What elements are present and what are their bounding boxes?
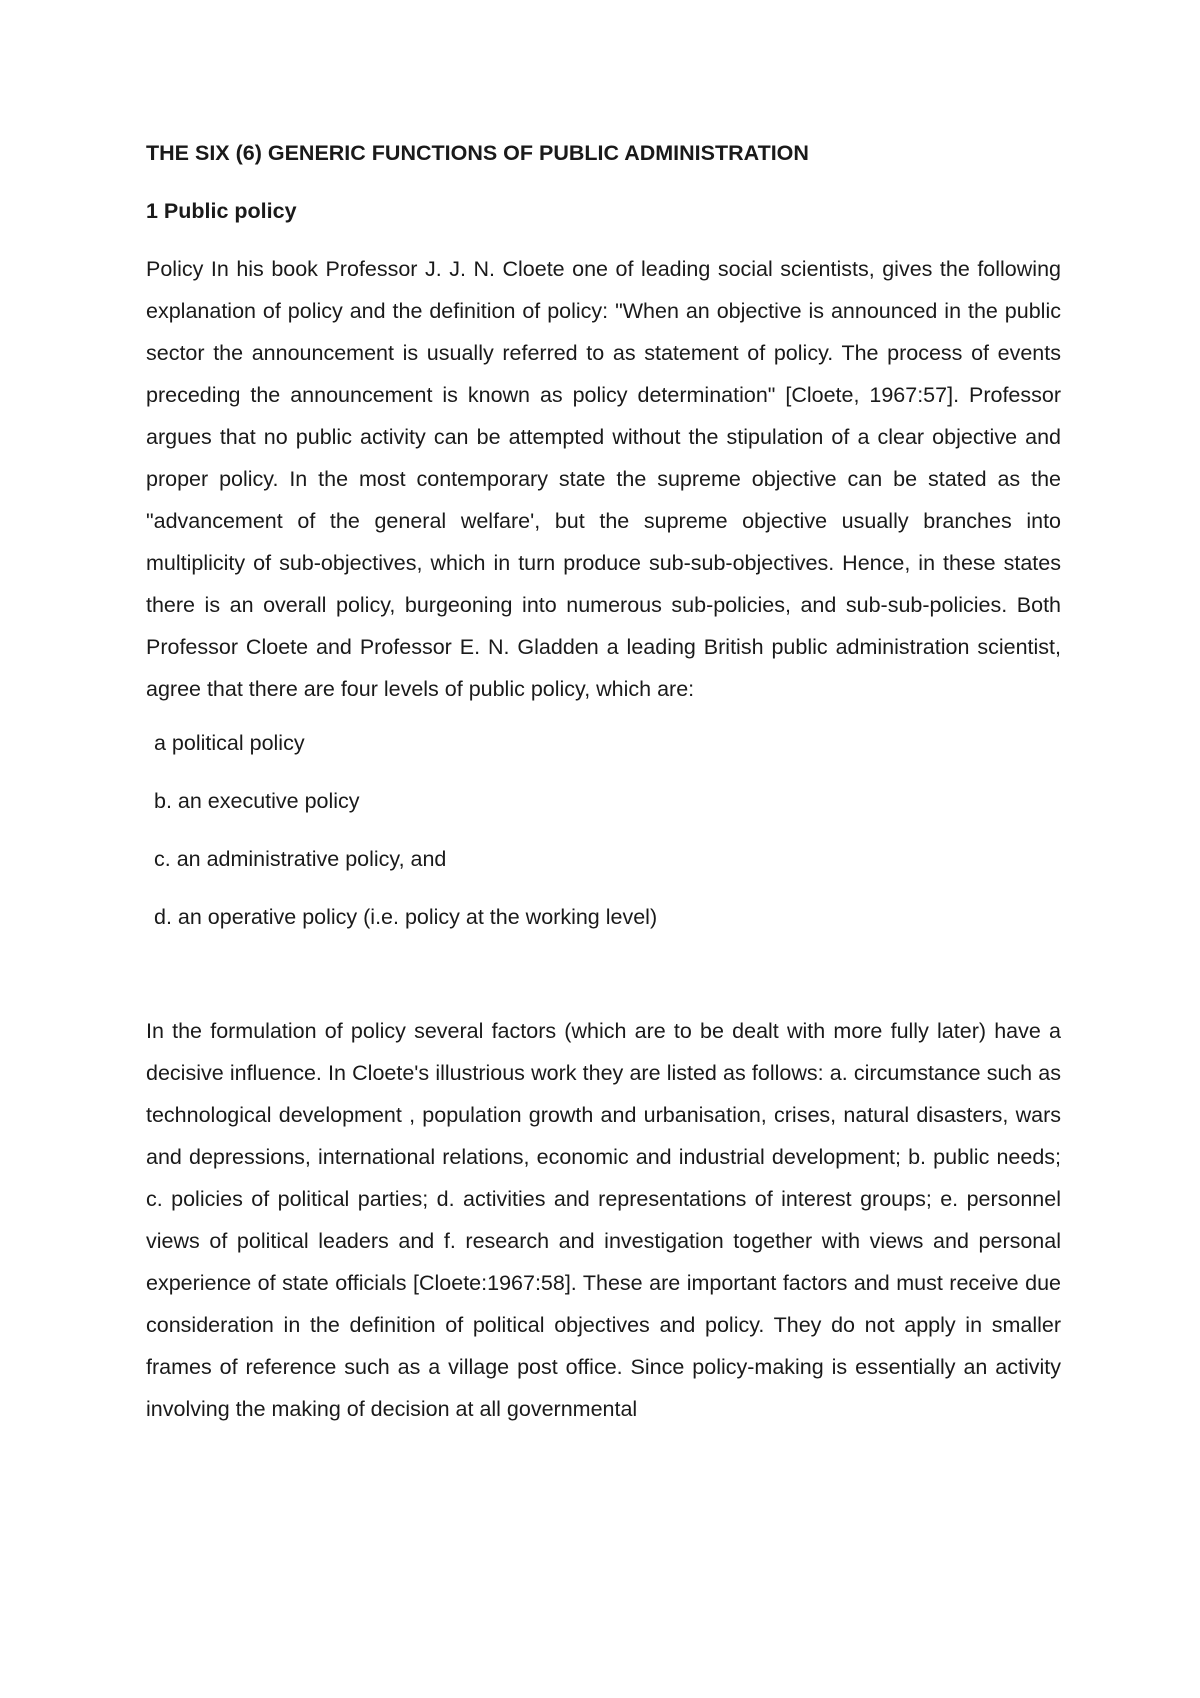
list-item: b. an executive policy bbox=[154, 789, 360, 813]
paragraph-policy-factors: In the formulation of policy several factors (which are to be dealt with more fully later) have a decisive influence. In Cloete's illustrious work they are listed as follows: a. circumstance such as technological development , population growth and urbanisation, crises, natural disasters, wars and depressions, international relations, economic and industrial development; b. public needs; c. policies of political parties; d. activities and representations of interest groups; e. personnel views of political leaders and f. research and investigation together with views and personal experience of state officials [Cloete:1967:58]. These are important factors and must receive due consideration in the definition of political objectives and policy. They do not apply in smaller frames of reference such as a village post office. Since policy-making is essentially an activity involving the making of decision at all governmental bbox=[146, 1019, 1061, 1421]
paragraph-policy-definition: Policy In his book Professor J. J. N. Cloete one of leading social scientists, gives the following explanation of policy and the definition of policy: "When an objective is announced in the public sector the announcement is usually referred to as statement of policy. The process of events preceding the announcement is known as policy determination" [Cloete, 1967:57]. Professor argues that no public activity can be attempted without the stipulation of a clear objective and proper policy. In the most contemporary state the supreme objective can be stated as the "advancement of the general welfare', but the supreme objective usually branches into multiplicity of sub-objectives, which in turn produce sub-sub-objectives. Hence, in these states there is an overall policy, burgeoning into numerous sub-policies, and sub-sub-policies. Both Professor Cloete and Professor E. N. Gladden a leading British public administration scientist, agree that there are four levels of public policy, which are: bbox=[146, 257, 1061, 701]
list-item: c. an administrative policy, and bbox=[154, 847, 447, 871]
list-item: a political policy bbox=[154, 731, 305, 755]
document-page bbox=[146, 138, 1061, 1430]
policy-levels-list bbox=[146, 728, 1061, 932]
section-heading: 1 Public policy bbox=[146, 199, 297, 223]
document-title: THE SIX (6) GENERIC FUNCTIONS OF PUBLIC ADMINISTRATION bbox=[146, 141, 809, 165]
list-item: d. an operative policy (i.e. policy at the working level) bbox=[154, 905, 658, 929]
